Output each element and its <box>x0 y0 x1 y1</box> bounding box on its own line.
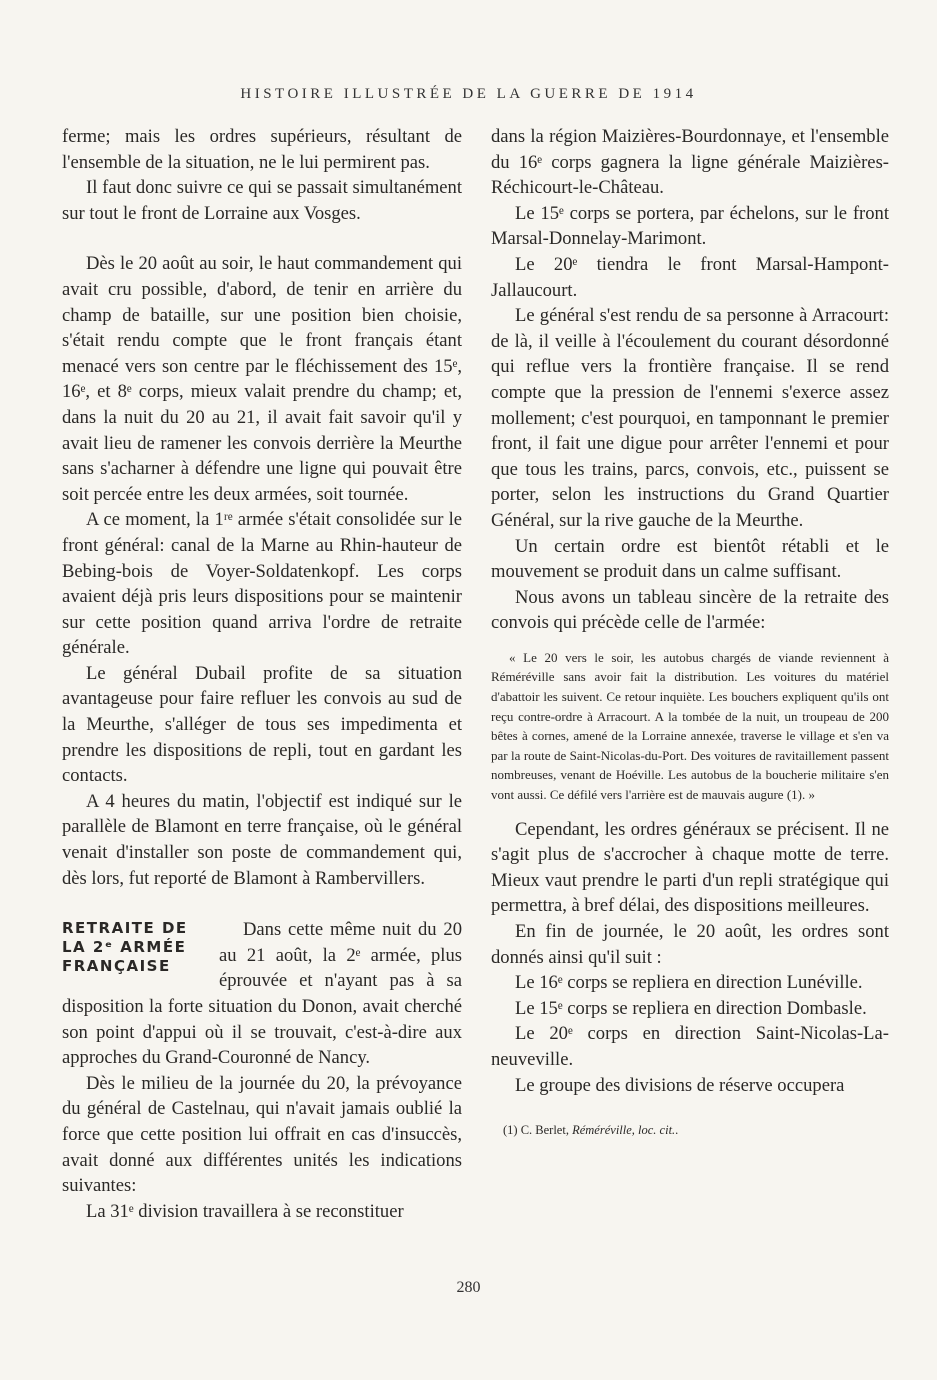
footnote-prefix: (1) C. Berlet, <box>503 1123 569 1138</box>
paragraph: Dans cette même nuit du 20 au 21 août, la 2ᵉ armée, plus éprouvée et n'ayant pas à sa disposition la forte situation du Donon, avait cherché son point d'appui où il se trouvait, c'est-à-dire aux approches du Grand-Couronné de Nancy. <box>62 919 462 1069</box>
paragraph: ferme; mais les ordres supérieurs, résultant de l'ensemble de la situation, ne le lui permirent pas. <box>62 126 462 173</box>
paragraph: Un certain ordre est bientôt rétabli et le mouvement se produit dans un calme suffisant. <box>491 535 889 583</box>
paragraph: Nous avons un tableau sincère de la retraite des convois qui précède celle de l'armée: <box>491 586 889 634</box>
paragraph: Le 20ᵉ corps en direction Saint-Nicolas-La-neuveville. <box>491 1023 889 1070</box>
quote-text: « Le 20 vers le soir, les autobus chargés de viande reviennent à Réméréville sans avoir fait la distribution. Les voitures du matériel d'abattoir les suivent. Ce retour inquiète. Les bouchers expliquent qu'ils ont reçu contre-ordre à Arracourt. A la tombée de la nuit, un troupeau de 200 bêtes à cornes, amené de la Lorraine annexée, traverse le village et s'en va par la route de Saint-Nicolas-du-Port. Des voitures de ravitaillement passent nombreuses, venant de Hoéville. Les autobus de la boucherie militaire s'en vont aussi. Ce défilé vers l'arrière est de mauvais augure (1). » <box>491 649 889 803</box>
paragraph: Dès le milieu de la journée du 20, la prévoyance du général de Castelnau, qui n'avait jamais oublié la force que cette position lui offrait en cas d'insuccès, avait donné aux différentes unités les indications suivantes: <box>62 1072 462 1197</box>
block-quote <box>491 648 889 805</box>
paragraph: Le général Dubail profite de sa situation avantageuse pour faire refluer les convois au sud de la Meurthe, s'alléger de tous ses impedimenta et prendre les dispositions de repli, tout en gardant les contacts. <box>62 662 462 787</box>
page-number: 280 <box>456 1279 481 1296</box>
left-column <box>62 124 462 1224</box>
section-block <box>62 917 462 1071</box>
right-column <box>491 124 889 1138</box>
paragraph: Le 16ᵉ corps se repliera en direction Lunéville. <box>515 972 863 994</box>
paragraph: En fin de journée, le 20 août, les ordres sont donnés ainsi qu'il suit : <box>491 921 889 968</box>
paragraph: Le 20ᵉ tiendra le front Marsal-Hampont-Jallaucourt. <box>491 253 889 301</box>
paragraph: A ce moment, la 1ʳᵉ armée s'était consolidée sur le front général: canal de la Marne au Rhin-hauteur de Bebing-bois de Voyer-Soldatenkopf. Les corps avaient déjà pris leurs dispositions pour se maintenir sur cette position quand arriva l'ordre de retraite générale. <box>62 509 462 659</box>
paragraph: Dès le 20 août au soir, le haut commandement qui avait cru possible, d'abord, de tenir en arrière du champ de bataille, sur une position bien choisie, s'était rendu compte que le front français étant menacé vers son centre par le fléchissement des 15ᵉ, 16ᵉ, et 8ᵉ corps, mieux valait prendre du champ; et, dans la nuit du 20 au 21, il avait fait savoir qu'il y avait lieu de ramener les convois derrière la Meurthe sans s'acharner à défendre une ligne qui pouvait être soit percée entre les deux armées, soit tournée. <box>62 253 462 505</box>
running-header: HISTOIRE ILLUSTRÉE DE LA GUERRE DE 1914 <box>240 86 697 102</box>
paragraph: Le général s'est rendu de sa personne à Arracourt: de là, il veille à l'écoulement du courant désordonné qui reflue vers la frontière française. Il se rend compte que la pression de l'ennemi s'exerce assez mollement; c'est pourquoi, en tamponnant le premier front, il fait une digue pour arrêter l'ennemi et pour que tous les trains, parcs, convois, etc., puissent se porter, selon les instructions du Grand Quartier Général, sur la rive gauche de la Meurthe. <box>491 305 889 531</box>
footnote <box>491 1122 889 1138</box>
footnote-suffix: . <box>675 1123 679 1138</box>
paragraph: Le 15ᵉ corps se portera, par échelons, sur le front Marsal-Donnelay-Marimont. <box>491 202 889 250</box>
footnote-title: Réméréville, loc. cit. <box>572 1123 676 1138</box>
side-heading-line: LA 2ᵉ ARMÉE <box>62 938 187 957</box>
paragraph: Le groupe des divisions de réserve occupera <box>515 1074 845 1096</box>
paragraph: A 4 heures du matin, l'objectif est indiqué sur le parallèle de Blamont en terre française, où le général venait d'installer son poste de commandement qui, dès lors, fut reporté de Blamont à Rambervillers. <box>62 790 462 889</box>
paragraph: Cependant, les ordres généraux se précisent. Il ne s'agit plus de s'accrocher à chaque motte de terre. Mieux vaut prendre le parti d'un repli stratégique qui permettra, à bref délai, des dispositions meilleures. <box>491 818 889 917</box>
side-heading <box>62 919 207 976</box>
paragraph: Le 15ᵉ corps se repliera en direction Dombasle. <box>515 997 867 1019</box>
side-heading-line: FRANÇAISE <box>62 957 171 976</box>
paragraph: La 31ᵉ division travaillera à se reconstituer <box>86 1200 404 1222</box>
side-heading-line: RETRAITE DE <box>62 919 188 938</box>
paragraph: dans la région Maizières-Bourdonnaye, et l'ensemble du 16ᵉ corps gagnera la ligne générale Maizières-Réchicourt-le-Château. <box>491 126 889 199</box>
paragraph: Il faut donc suivre ce qui se passait simultanément sur tout le front de Lorraine aux Vosges. <box>62 177 462 224</box>
